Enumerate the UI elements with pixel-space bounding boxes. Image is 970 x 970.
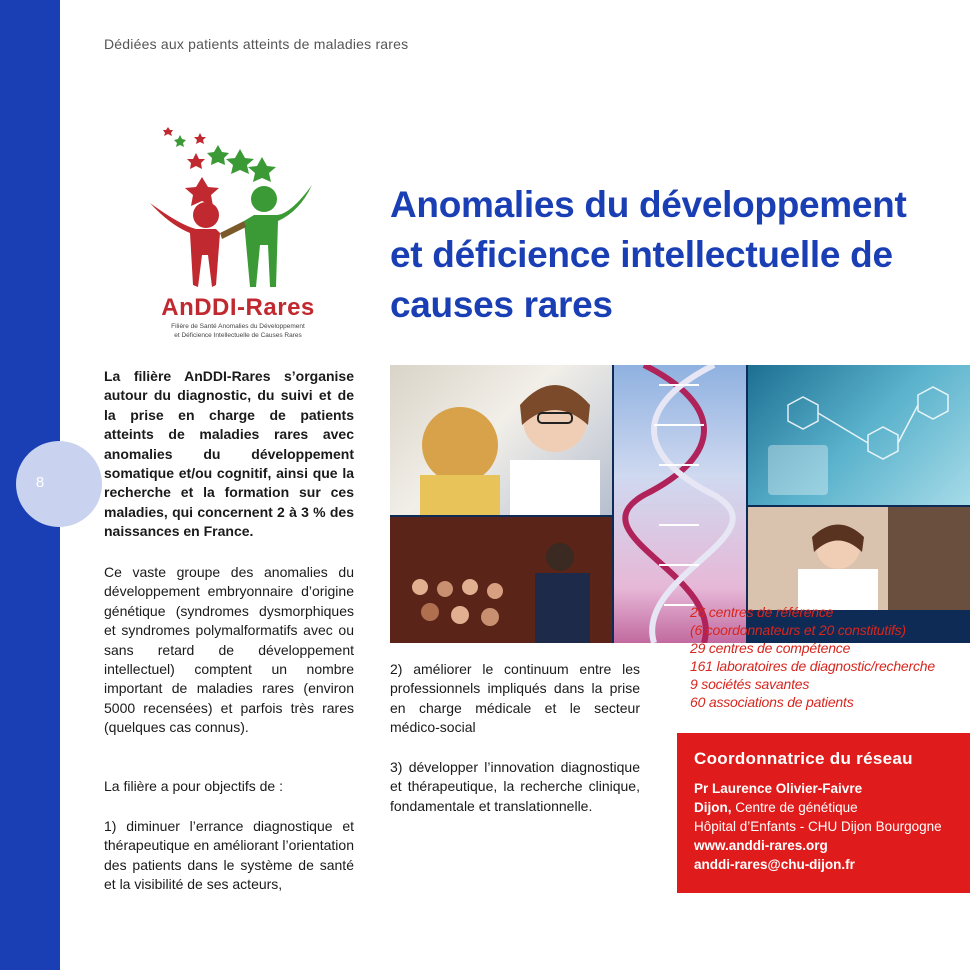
contact-center-name: Centre de génétique (731, 800, 858, 815)
stat-item: 60 associations de patients (690, 694, 854, 710)
title-line1: Anomalies du développement (390, 184, 907, 225)
contact-center (694, 798, 970, 817)
contact-hospital: Hôpital d’Enfants - CHU Dijon Bourgogne (694, 819, 942, 834)
contact-name: Pr Laurence Olivier-Faivre (694, 781, 863, 796)
page-number-tab (16, 441, 102, 527)
running-head: Dédiées aux patients atteints de maladies rares (104, 36, 409, 52)
photo-chemistry (748, 365, 970, 505)
objective-3: 3) développer l’innovation diagnostique et thérapeutique, la recherche clinique, fondamentale et translationnelle. (390, 759, 640, 814)
network-stats (690, 603, 965, 711)
contact-city: Dijon, (694, 800, 732, 815)
page-title (390, 180, 960, 330)
contact-box (677, 733, 970, 893)
objective-2: 2) améliorer le continuum entre les professionnels impliqués dans la prise en charge médicale et le secteur médico-social (390, 661, 640, 736)
logo-subtitle-line1: Filière de Santé Anomalies du Développement (171, 323, 305, 330)
body-paragraph-2: Ce vaste groupe des anomalies du développement embryonnaire d’origine génétique (syndromes dysmorphiques et syndromes polymalformatifs avec ou sans retard de développement intellectuel) comptent un nombre important de maladies rares (environ 5000 recensées) et parfois très rares (quelques cas connus). (104, 564, 354, 736)
stat-item: 161 laboratoires de diagnostic/recherche (690, 658, 935, 674)
contact-title: Coordonnatrice du réseau (694, 749, 913, 768)
title-line2: et déficience intellectuelle de (390, 234, 893, 275)
logo-subtitle (153, 322, 323, 340)
stat-item: 26 centres de référence (690, 604, 834, 620)
photo-conference (390, 517, 612, 643)
photo-collage (390, 365, 970, 643)
objective-1: 1) diminuer l’errance diagnostique et thérapeutique en améliorant l’orientation des patients dans le système de santé et la visibilité de ses acteurs, (104, 818, 354, 893)
page-number: 8 (35, 474, 45, 491)
stat-item: 29 centres de compétence (690, 640, 851, 656)
contact-email-link[interactable]: anddi-rares@chu-dijon.fr (694, 857, 855, 872)
logo-figures-icon (150, 185, 312, 287)
contact-website-link[interactable]: www.anddi-rares.org (694, 838, 828, 853)
photo-dna-helix (614, 365, 746, 643)
logo-subtitle-line2: et Déficience Intellectuelle de Causes Rares (174, 332, 302, 339)
intro-paragraph: La filière AnDDI-Rares s’organise autour du diagnostic, du suivi et de la prise en charge de patients atteints de maladies rares avec anomalies du développement somatique et/ou cognitif, ainsi que la recherche et la formation sur ces maladies, qui concernent 2 à 3 % des naissances en France. (104, 368, 354, 540)
logo-wordmark: AnDDI-Rares (161, 294, 315, 321)
objectives-heading: La filière a pour objectifs de : (104, 778, 283, 794)
stat-item: 9 sociétés savantes (690, 676, 810, 692)
stat-item: (6 coordonnateurs et 20 constitutifs) (690, 622, 906, 638)
photo-lab-scientist (748, 507, 970, 610)
photo-doctor-child (390, 365, 612, 515)
title-line3: causes rares (390, 284, 613, 325)
